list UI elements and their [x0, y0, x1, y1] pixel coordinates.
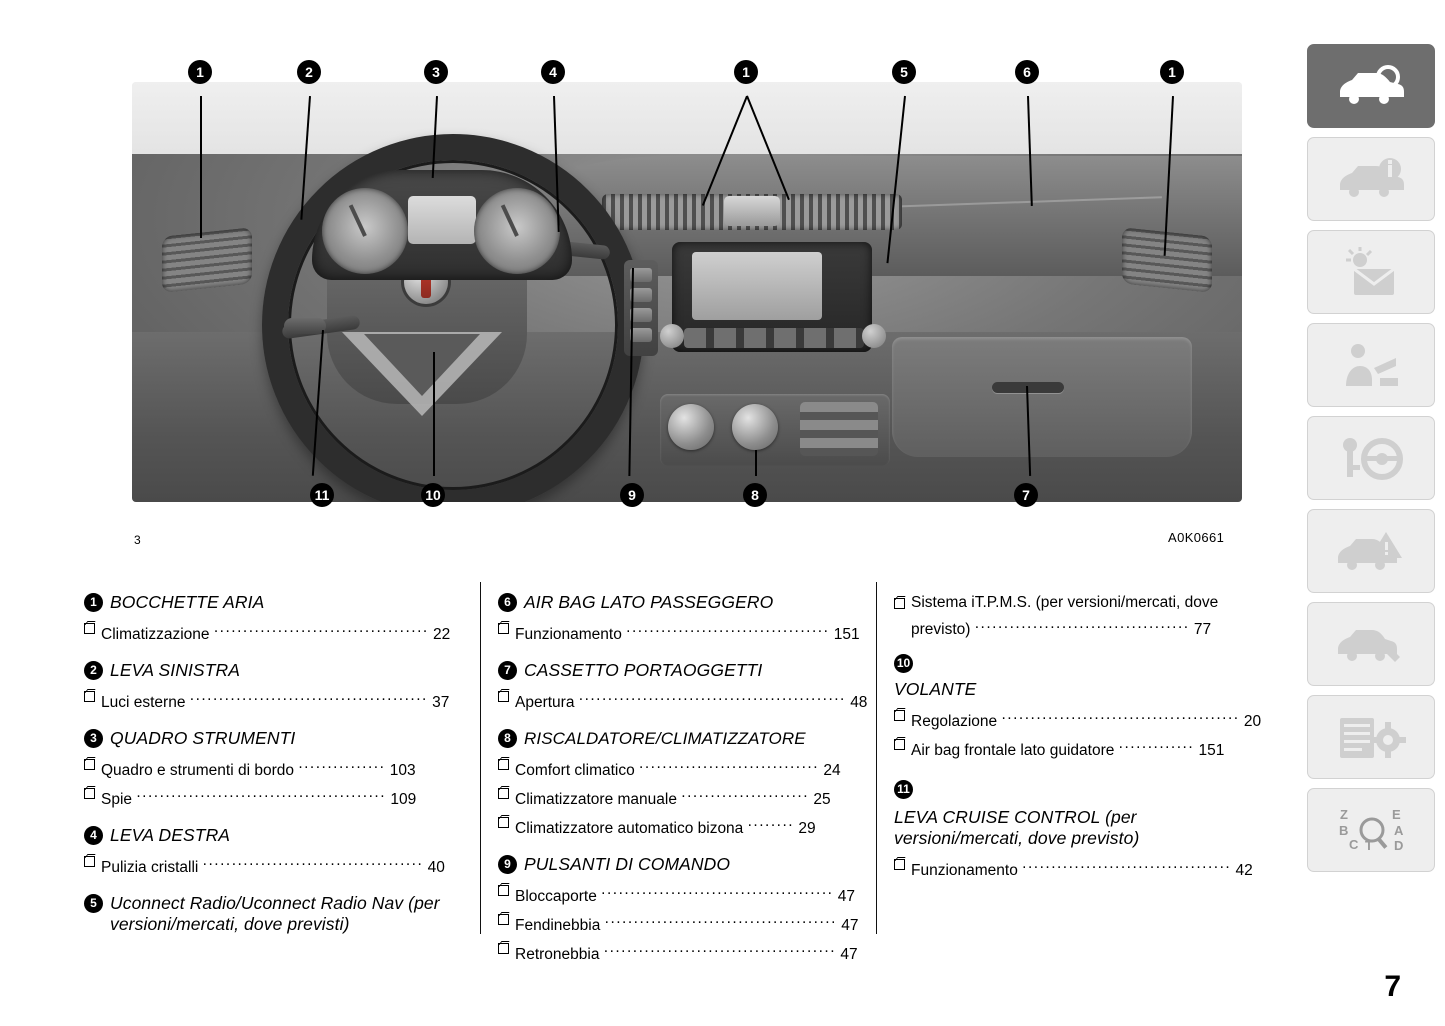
legend-heading	[498, 728, 862, 749]
legend-title: LEVA CRUISE CONTROL (per versioni/mercati, dove previsto)	[894, 807, 1140, 848]
svg-text:B: B	[1339, 823, 1349, 838]
dashboard-illustration	[132, 82, 1242, 502]
leader-dots: ......................................	[202, 852, 424, 869]
checkbox-icon	[498, 759, 509, 770]
legend-entry	[84, 728, 466, 811]
svg-text:E: E	[1392, 807, 1401, 822]
leader-dots: ......................	[681, 784, 810, 801]
car-wrench-icon	[1334, 619, 1408, 669]
legend-item: Luci esterne ......................................... 37	[84, 685, 466, 714]
tab-breakdown[interactable]	[1307, 509, 1435, 593]
checkbox-icon	[498, 691, 509, 702]
car-info-icon	[1334, 155, 1408, 203]
tab-maintenance[interactable]	[1307, 602, 1435, 686]
checkbox-icon	[498, 788, 509, 799]
legend-entry	[84, 893, 466, 935]
legend-entry	[84, 592, 466, 646]
checkbox-icon	[498, 817, 509, 828]
legend-title: RISCALDATORE/CLIMATIZZATORE	[524, 729, 806, 748]
tab-emergency[interactable]	[1307, 323, 1435, 407]
document-gear-icon	[1334, 712, 1408, 762]
tab-car-info[interactable]	[1307, 137, 1435, 221]
leader-line	[755, 450, 757, 476]
legend-item: Climatizzatore manuale ...................... 25	[498, 782, 862, 811]
tab-steering-key[interactable]	[1307, 416, 1435, 500]
legend-entry	[84, 825, 466, 879]
legend-title: Uconnect Radio/Uconnect Radio Nav (per versioni/mercati, dove previsti)	[110, 893, 440, 934]
legend-number: 8	[498, 729, 517, 748]
cluster-display	[408, 196, 476, 244]
legend-number: 4	[84, 826, 103, 845]
legend-item: Air bag frontale lato guidatore ............. 151	[894, 733, 1258, 762]
legend-entry	[894, 780, 1258, 882]
alphabetical-index-icon	[1334, 805, 1408, 855]
leader-dots: ...........................................	[136, 784, 387, 801]
climate-fan-knob	[732, 404, 778, 450]
callout-2: 2	[297, 60, 321, 84]
checkbox-icon	[84, 759, 95, 770]
callout-11: 11	[310, 483, 334, 507]
leader-dots: .....................................	[974, 615, 1190, 632]
figure-number: 3	[134, 533, 141, 547]
climate-buttons	[800, 402, 878, 456]
checkbox-icon	[894, 598, 905, 609]
callout-3: 3	[424, 60, 448, 84]
legend-title: PULSANTI DI COMANDO	[524, 854, 731, 874]
legend-item: Spie ........................................... 109	[84, 782, 466, 811]
checkbox-icon	[498, 885, 509, 896]
key-steering-wheel-icon	[1334, 433, 1408, 483]
callout-5: 5	[892, 60, 916, 84]
leader-dots: ...................................	[626, 619, 830, 636]
checkbox-icon	[498, 943, 509, 954]
legend-item: Retronebbia ........................................ 47	[498, 937, 862, 966]
leader-dots: ...............	[298, 755, 386, 772]
uconnect-left-knob	[660, 324, 684, 348]
left-air-vent	[162, 227, 252, 292]
leader-dots: .........................................	[189, 687, 428, 704]
legend-entry	[498, 854, 862, 966]
steering-wheel-spoke-inner	[364, 334, 480, 396]
svg-text:T: T	[1365, 838, 1373, 853]
legend-number: 7	[498, 661, 517, 680]
legend-heading	[84, 825, 466, 846]
legend-heading	[498, 592, 862, 613]
legend-entry	[84, 660, 466, 714]
tachometer-dial	[322, 188, 408, 274]
legend-heading	[498, 854, 862, 875]
checkbox-icon	[498, 914, 509, 925]
legend-item: Pulizia cristalli ...................................... 40	[84, 850, 466, 879]
legend-item: Sistema iT.P.M.S. (per versioni/mercati, dove previsto) ..................................... 77	[894, 592, 1258, 640]
legend-number: 3	[84, 729, 103, 748]
legend-heading	[84, 728, 466, 749]
checkbox-icon	[84, 856, 95, 867]
callout-9: 9	[620, 483, 644, 507]
legend-item: Comfort climatico ............................... 24	[498, 753, 862, 782]
legend-title: LEVA SINISTRA	[110, 660, 241, 680]
leader-dots: ........................................	[604, 910, 837, 927]
tab-index[interactable]	[1307, 788, 1435, 872]
legend-item: Fendinebbia ........................................ 47	[498, 908, 862, 937]
legend-heading	[894, 780, 1258, 849]
callout-1a: 1	[188, 60, 212, 84]
leader-dots: ........	[747, 813, 795, 830]
legend-entry	[894, 592, 1258, 640]
figure-code: A0K0661	[1168, 530, 1225, 545]
right-air-vent	[1122, 227, 1212, 292]
leader-dots: .....................................	[213, 619, 429, 636]
glove-box	[892, 337, 1192, 457]
legend-item: Climatizzatore automatico bizona ........ 29	[498, 811, 862, 840]
callout-10: 10	[421, 483, 445, 507]
person-assistance-icon	[1334, 340, 1408, 390]
legend-heading	[84, 592, 466, 613]
legend-item: Funzionamento .................................... 42	[894, 853, 1258, 882]
legend-item: Quadro e strumenti di bordo ............... 103	[84, 753, 466, 782]
leader-dots: ........................................	[603, 939, 837, 956]
leader-dots: ..............................................	[578, 687, 846, 704]
legend-heading	[894, 654, 1258, 700]
checkbox-icon	[84, 691, 95, 702]
checkbox-icon	[84, 623, 95, 634]
tab-car-inspection[interactable]	[1307, 44, 1435, 128]
callout-4: 4	[541, 60, 565, 84]
tab-warning-mail[interactable]	[1307, 230, 1435, 314]
section-tab-strip	[1307, 44, 1435, 881]
speedometer-dial	[474, 188, 560, 274]
callout-1b: 1	[734, 60, 758, 84]
svg-text:D: D	[1394, 838, 1404, 853]
legend-entry	[498, 592, 862, 646]
legend-column-3	[876, 578, 1272, 968]
legend-item: Apertura .............................................. 48	[498, 685, 862, 714]
leader-dots: ........................................	[601, 881, 834, 898]
leader-dots: .........................................	[1001, 706, 1240, 723]
svg-text:C: C	[1349, 837, 1359, 852]
legend-title: QUADRO STRUMENTI	[110, 728, 296, 748]
legend-column-1	[84, 578, 480, 968]
legend-number: 2	[84, 661, 103, 680]
legend-entry	[498, 660, 868, 714]
legend-heading	[84, 893, 466, 935]
callout-6: 6	[1015, 60, 1039, 84]
checkbox-icon	[84, 788, 95, 799]
legend-number: 11	[894, 780, 913, 799]
legend-item: Climatizzazione ..................................... 22	[84, 617, 466, 646]
callout-7: 7	[1014, 483, 1038, 507]
legend-number: 1	[84, 593, 103, 612]
glove-box-handle	[992, 382, 1064, 393]
cruise-control-lever	[284, 318, 326, 334]
legend-entry	[498, 728, 862, 840]
legend-number: 9	[498, 855, 517, 874]
legend-item: Regolazione ......................................... 20	[894, 704, 1258, 733]
climate-temperature-knob	[668, 404, 714, 450]
legend-item: Funzionamento ................................... 151	[498, 617, 862, 646]
command-buttons-panel	[624, 260, 658, 356]
uconnect-display	[692, 252, 822, 320]
legend-number: 10	[894, 654, 913, 673]
checkbox-icon	[894, 710, 905, 721]
legend-heading	[84, 660, 466, 681]
legend-title: CASSETTO PORTAOGGETTI	[524, 660, 763, 680]
legend-number: 6	[498, 593, 517, 612]
instrument-cluster	[312, 170, 572, 280]
car-magnifier-icon	[1334, 62, 1408, 110]
uconnect-button-row	[684, 328, 864, 348]
legend-column-2	[480, 578, 876, 968]
sun-envelope-icon	[1334, 247, 1408, 297]
tab-specifications[interactable]	[1307, 695, 1435, 779]
center-vent-control	[724, 196, 780, 226]
callout-1c: 1	[1160, 60, 1184, 84]
car-warning-triangle-icon	[1334, 526, 1408, 576]
legend-title: BOCCHETTE ARIA	[110, 592, 265, 612]
callout-8: 8	[743, 483, 767, 507]
svg-text:A: A	[1394, 823, 1404, 838]
checkbox-icon	[498, 623, 509, 634]
svg-text:Z: Z	[1340, 807, 1348, 822]
page-number: 7	[1384, 970, 1401, 1003]
legend	[84, 578, 1274, 968]
checkbox-icon	[894, 859, 905, 870]
legend-heading	[498, 660, 862, 681]
leader-dots: ....................................	[1022, 855, 1232, 872]
legend-entry	[894, 654, 1262, 762]
leader-dots: ...............................	[639, 755, 820, 772]
uconnect-right-knob	[862, 324, 886, 348]
leader-dots: .............	[1118, 735, 1195, 752]
legend-title: LEVA DESTRA	[110, 825, 231, 845]
legend-title: VOLANTE	[894, 679, 977, 699]
checkbox-icon	[894, 739, 905, 750]
legend-number: 5	[84, 894, 103, 913]
legend-item: Bloccaporte ........................................ 47	[498, 879, 862, 908]
leader-line	[200, 96, 202, 238]
leader-line	[433, 352, 435, 476]
legend-title: AIR BAG LATO PASSEGGERO	[524, 592, 774, 612]
